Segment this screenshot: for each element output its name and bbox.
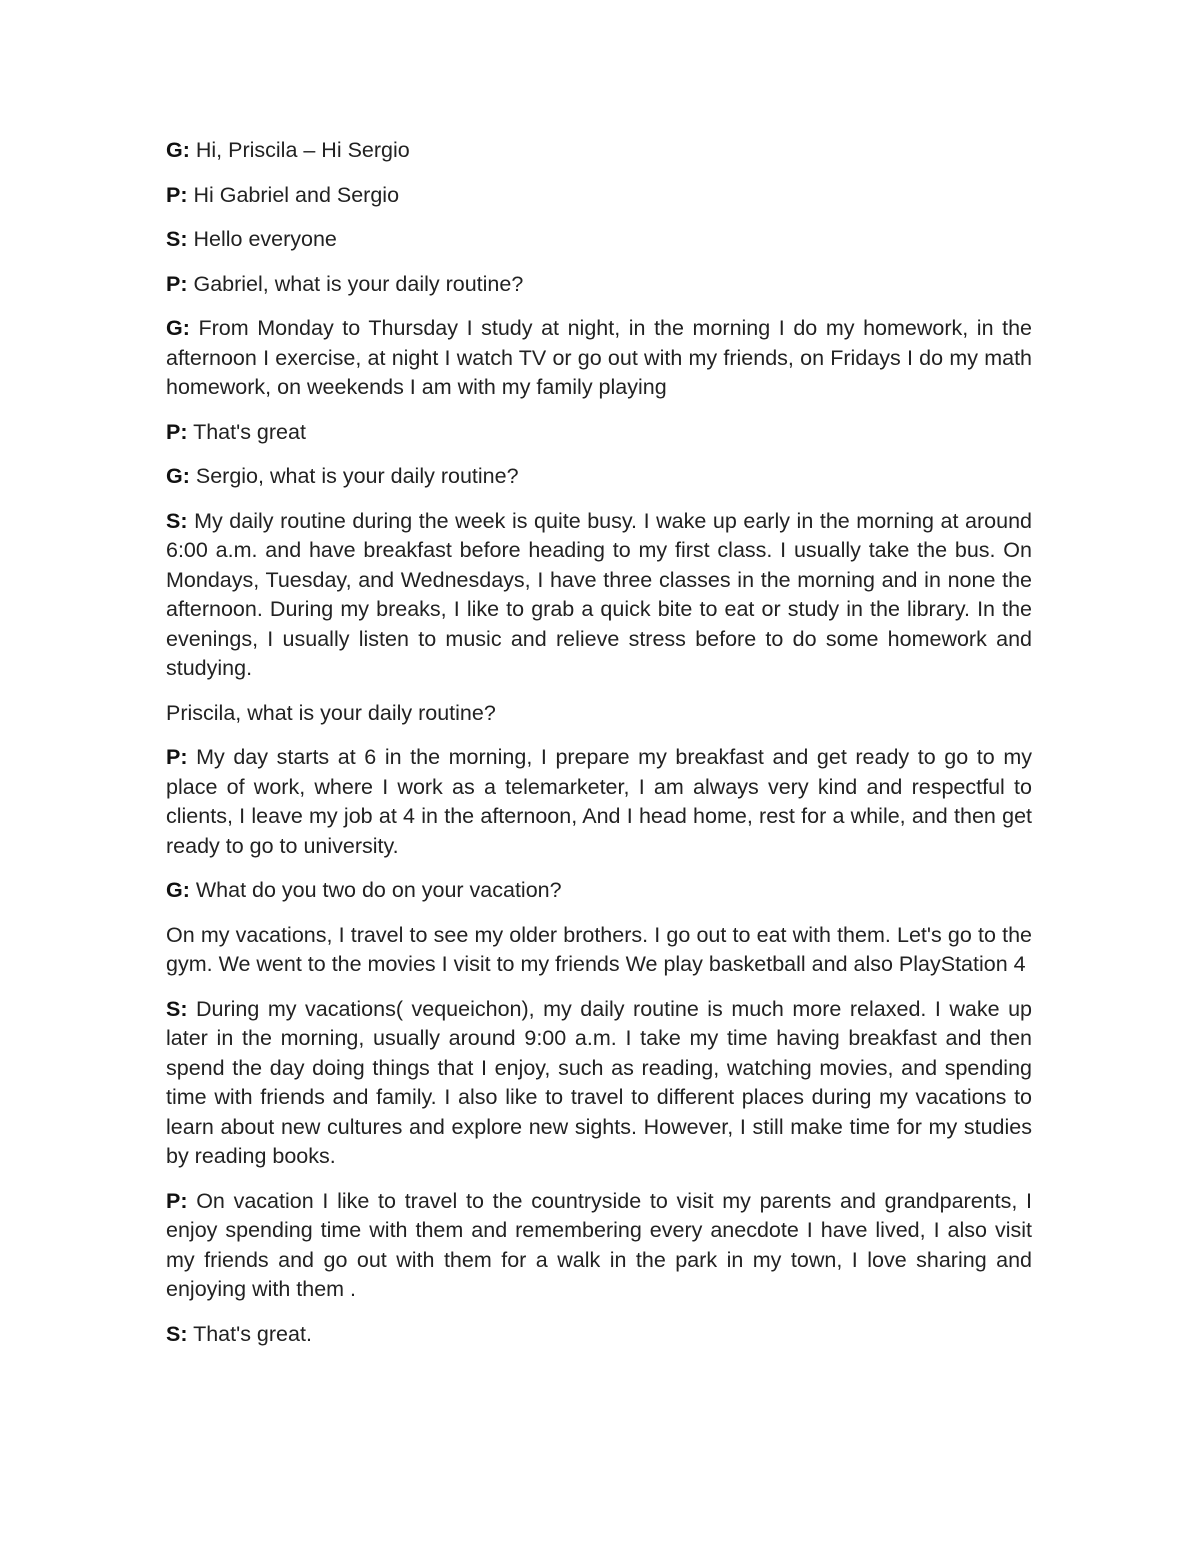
speaker-label: P: (166, 1188, 188, 1213)
dialogue-text: Sergio, what is your daily routine? (189, 464, 519, 488)
dialogue-text: On vacation I like to travel to the countryside to visit my parents and grandparents, I enjoy spending time with them and remembering every anecdote I have lived, I also visit my friends and go out with them for a walk in the park in my town, I love sharing and enjoying with them . (166, 1188, 1032, 1301)
dialogue-text: On my vacations, I travel to see my older brothers. I go out to eat with them. Let's go to the gym. We went to the movies I visit to my friends We play basketball and also PlayStation 4 (166, 922, 1032, 976)
dialogue-line (166, 462, 1032, 492)
dialogue-text: That's great. (187, 1321, 312, 1346)
speaker-label: S: (166, 508, 188, 533)
dialogue-text: From Monday to Thursday I study at night, in the morning I do my homework, in the afternoon I exercise, at night I watch TV or go out with my friends, on Fridays I do my math homework, on weekends I am with my family playing (166, 316, 1032, 399)
dialogue-line (166, 743, 1032, 861)
dialogue-line (166, 507, 1032, 684)
speaker-label: S: (166, 1321, 188, 1346)
speaker-label: G: (166, 316, 190, 340)
dialogue-line (166, 921, 1032, 980)
speaker-label: G: (166, 464, 190, 488)
dialogue-text: What do you two do on your vacation? (189, 878, 562, 902)
speaker-label: G: (166, 878, 190, 902)
dialogue-line (166, 314, 1032, 403)
dialogue-line (166, 181, 1032, 211)
speaker-label: G: (166, 138, 190, 162)
dialogue-text: My daily routine during the week is quite busy. I wake up early in the morning at around 6:00 a.m. and have breakfast before heading to my first class. I usually take the bus. On Mondays, Tuesday, and Wednesdays, I have three classes in the morning and in none the afternoon. During my breaks, I like to grab a quick bite to eat or study in the library. In the evenings, I usually listen to music and relieve stress before to do some homework and studying. (166, 508, 1032, 680)
dialogue-line (166, 418, 1032, 448)
dialogue-line (166, 699, 1032, 729)
speaker-label: P: (166, 745, 188, 769)
speaker-label: P: (166, 419, 188, 444)
dialogue-line (166, 1187, 1032, 1305)
speaker-label: S: (166, 996, 188, 1021)
speaker-label: P: (166, 182, 188, 207)
dialogue-text: That's great (187, 419, 306, 444)
dialogue-line (166, 1320, 1032, 1350)
dialogue-text: Hi Gabriel and Sergio (187, 182, 400, 207)
dialogue-text: Hi, Priscila – Hi Sergio (189, 138, 410, 162)
dialogue-text: Priscila, what is your daily routine? (166, 700, 496, 725)
dialogue-line (166, 270, 1032, 300)
dialogue-line (166, 995, 1032, 1172)
dialogue-line (166, 136, 1032, 166)
dialogue-text: Gabriel, what is your daily routine? (187, 271, 524, 296)
speaker-label: S: (166, 227, 188, 251)
dialogue-text: Hello everyone (187, 227, 337, 251)
dialogue-text: During my vacations( vequeichon), my daily routine is much more relaxed. I wake up later in the morning, usually around 9:00 a.m. I take my time having breakfast and then spend the day doing things that I enjoy, such as reading, watching movies, and spending time with friends and family. I also like to travel to different places during my vacations to learn about new cultures and explore new sights. However, I still make time for my studies by reading books. (166, 996, 1032, 1168)
dialogue-line (166, 876, 1032, 906)
dialogue-text: My day starts at 6 in the morning, I prepare my breakfast and get ready to go to my place of work, where I work as a telemarketer, I am always very kind and respectful to clients, I leave my job at 4 in the afternoon, And I head home, rest for a while, and then get ready to go to university. (166, 745, 1032, 858)
dialogue-line (166, 225, 1032, 255)
dialogue-body (166, 136, 1032, 1364)
speaker-label: P: (166, 271, 188, 296)
